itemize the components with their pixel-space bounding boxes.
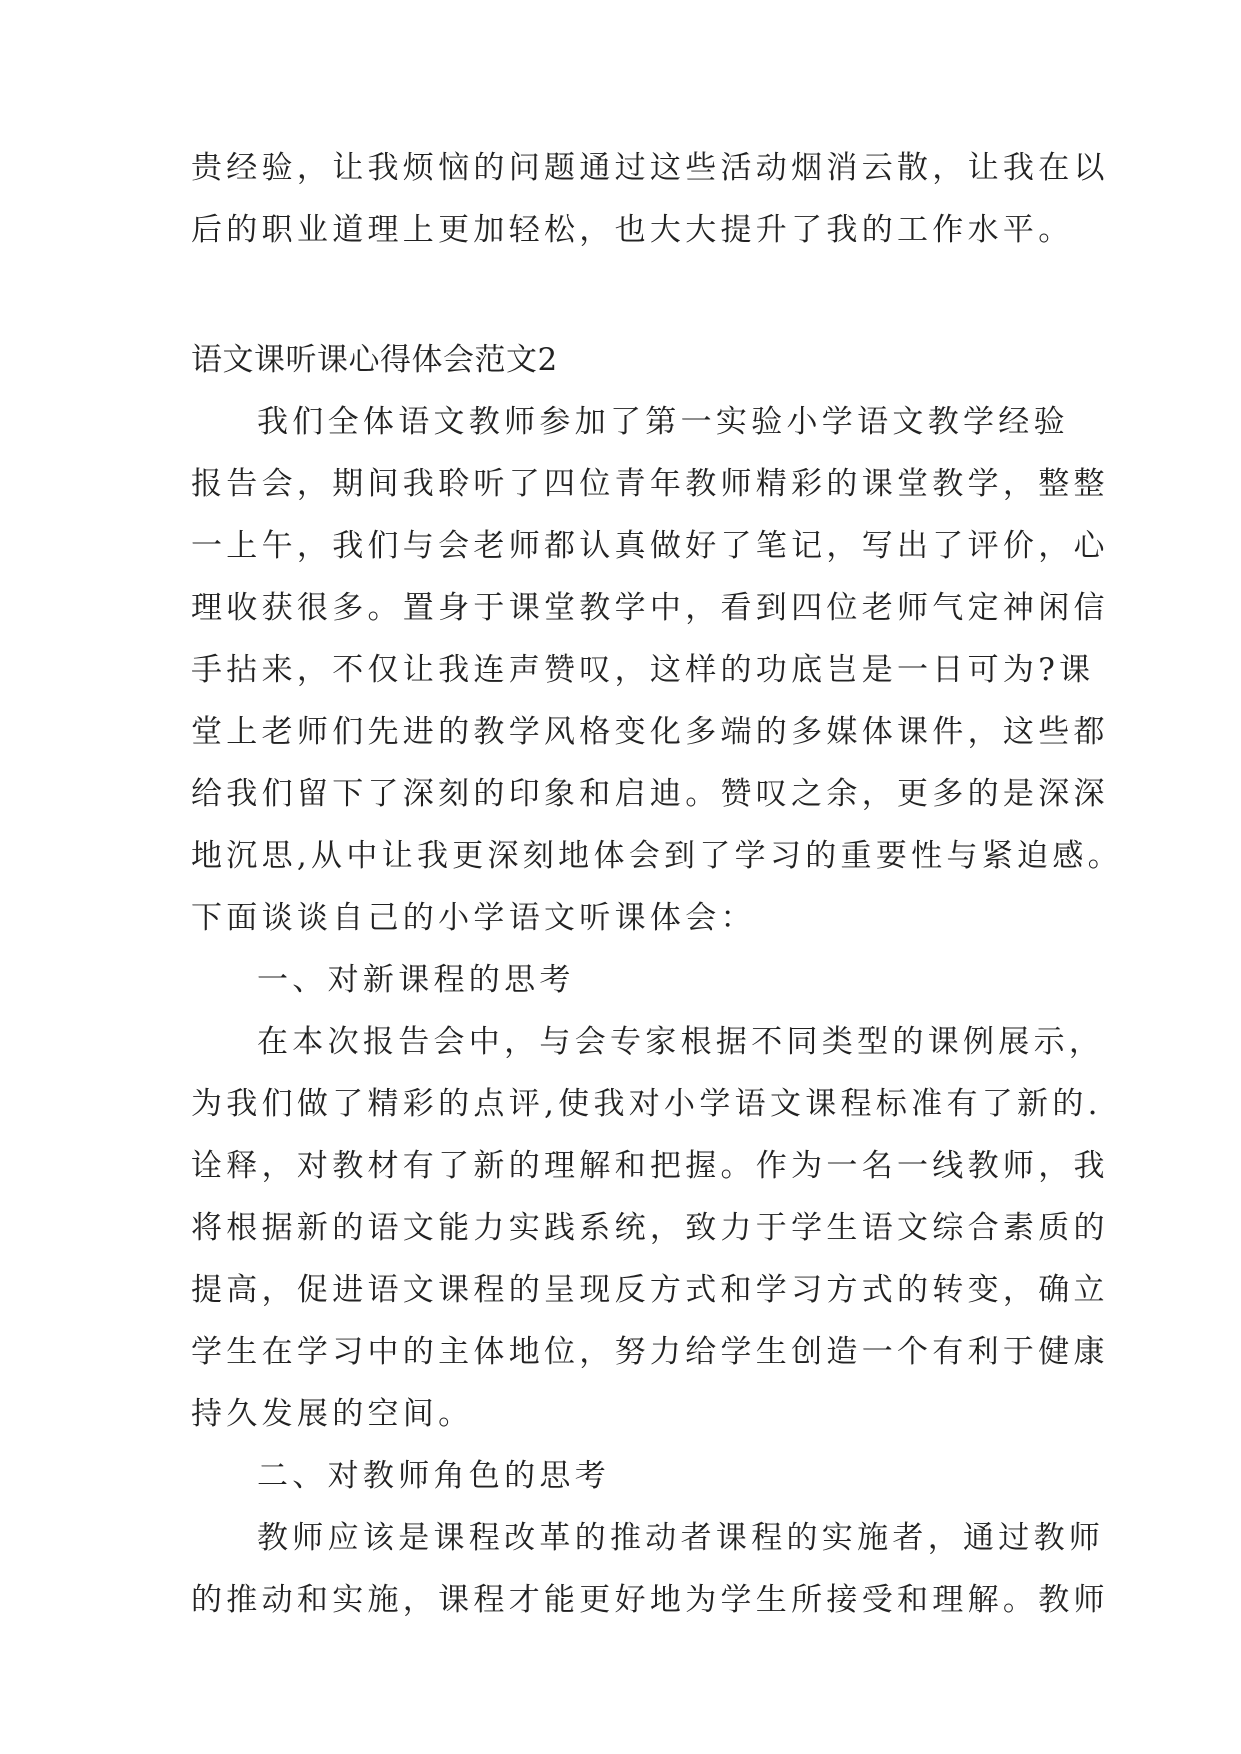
text-line-5: 报告会，期间我聆听了四位青年教师精彩的课堂教学，整整 — [191, 466, 1109, 502]
text-line-15: 为我们做了精彩的点评,使我对小学语文课程标准有了新的. — [191, 1086, 1102, 1122]
text-line-18: 提高，促进语文课程的呈现反方式和学习方式的转变，确立 — [191, 1272, 1109, 1308]
text-line-12: 下面谈谈自己的小学语文听课体会： — [191, 900, 756, 936]
text-line-14: 在本次报告会中，与会专家根据不同类型的课例展示， — [257, 1024, 1105, 1060]
text-line-22: 教师应该是课程改革的推动者课程的实施者，通过教师 — [257, 1520, 1105, 1556]
subheading-2: 二、对教师角色的思考 — [257, 1458, 610, 1494]
text-line-11: 地沉思,从中让我更深刻地体会到了学习的重要性与紧迫感。 — [191, 838, 1123, 874]
text-line-23: 的推动和实施，课程才能更好地为学生所接受和理解。教师 — [191, 1582, 1109, 1618]
text-line-2: 后的职业道理上更加轻松，也大大提升了我的工作水平。 — [191, 212, 1074, 248]
text-line-4: 我们全体语文教师参加了第一实验小学语文教学经验 — [257, 404, 1069, 440]
text-line-9: 堂上老师们先进的教学风格变化多端的多媒体课件，这些都 — [191, 714, 1109, 750]
text-line-8: 手拈来，不仅让我连声赞叹，这样的功底岂是一日可为?课 — [191, 652, 1095, 688]
text-line-19: 学生在学习中的主体地位，努力给学生创造一个有利于健康 — [191, 1334, 1109, 1370]
text-line-16: 诠释，对教材有了新的理解和把握。作为一名一线教师，我 — [191, 1148, 1109, 1184]
text-line-10: 给我们留下了深刻的印象和启迪。赞叹之余，更多的是深深 — [191, 776, 1109, 812]
section-title: 语文课听课心得体会范文2 — [191, 342, 558, 378]
text-line-7: 理收获很多。置身于课堂教学中，看到四位老师气定神闲信 — [191, 590, 1109, 626]
text-line-1: 贵经验，让我烦恼的问题通过这些活动烟消云散，让我在以 — [191, 150, 1109, 186]
subheading-1: 一、对新课程的思考 — [257, 962, 575, 998]
text-line-6: 一上午，我们与会老师都认真做好了笔记，写出了评价，心 — [191, 528, 1109, 564]
text-line-17: 将根据新的语文能力实践系统，致力于学生语文综合素质的 — [191, 1210, 1109, 1246]
text-line-20: 持久发展的空间。 — [191, 1396, 474, 1432]
